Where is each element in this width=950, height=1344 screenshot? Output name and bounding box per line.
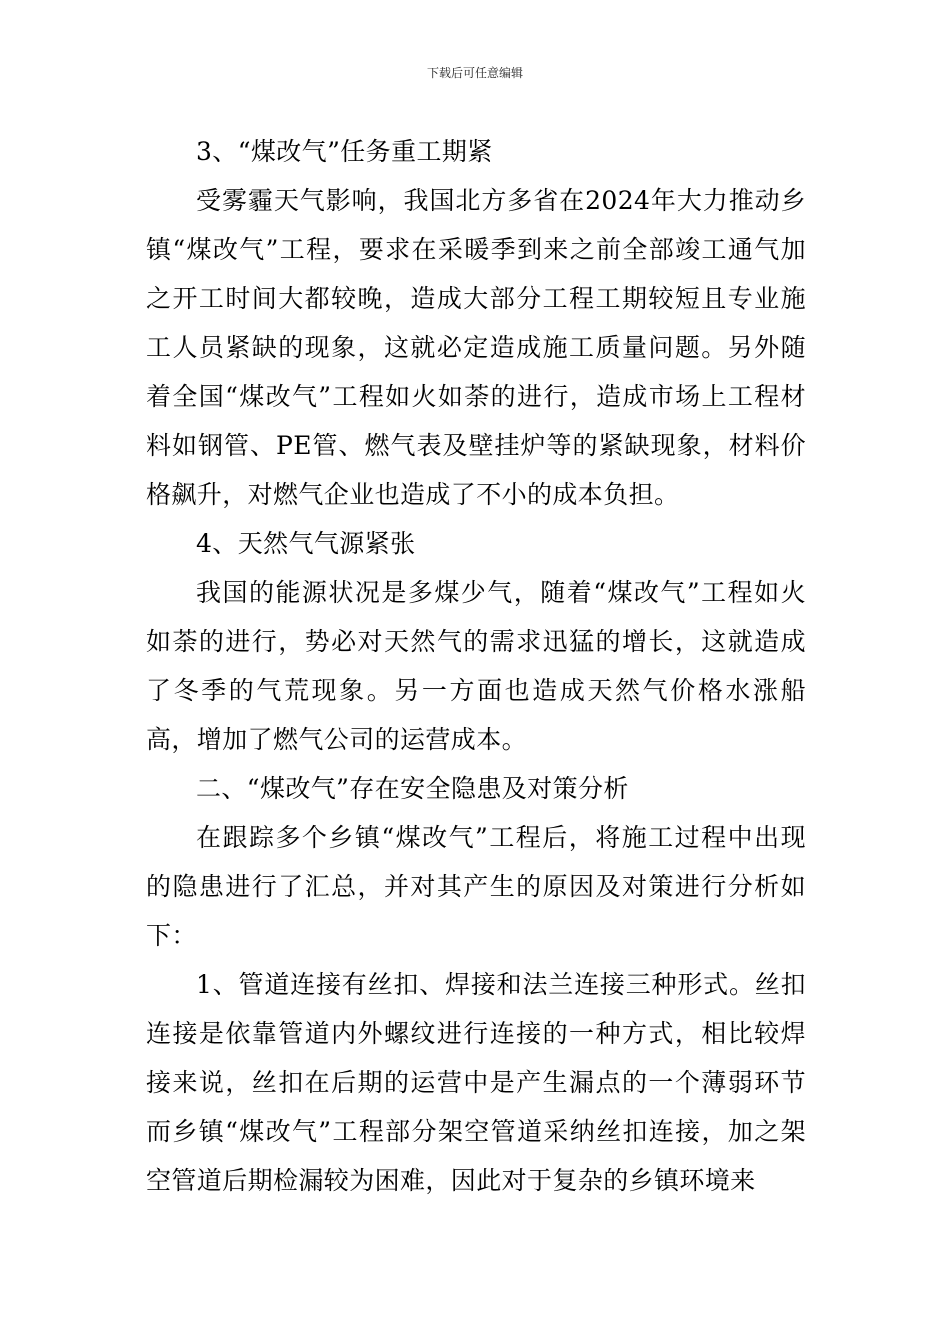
page-header: 下载后可任意编辑: [426, 66, 523, 80]
paragraph-safety-intro: 在跟踪多个乡镇“煤改气”工程后，将施工过程中出现的隐患进行了汇总，并对其产生的原因及对策进行分析如下：: [146, 823, 806, 950]
paragraph-gas-supply-details: 我国的能源状况是多煤少气，随着“煤改气”工程如火如荼的进行，势必对天然气的需求迅猛的增长，这就造成了冬季的气荒现象。另一方面也造成天然气价格水涨船高，增加了燃气公司的运营成本。: [146, 578, 806, 754]
paragraph-pipe-connection: 1、管道连接有丝扣、焊接和法兰连接三种形式。丝扣连接是依靠管道内外螺纹进行连接的一种方式，相比较焊接来说，丝扣在后期的运营中是产生漏点的一个薄弱环节而乡镇“煤改气”工程部分架空管道采纳丝扣连接，加之架空管道后期检漏较为困难，因此对于复杂的乡镇环境来: [146, 970, 806, 1195]
subheading-gas-supply: 4、天然气气源紧张: [196, 529, 416, 558]
paragraph-schedule-details: 受雾霾天气影响，我国北方多省在2024年大力推动乡镇“煤改气”工程，要求在采暖季到来之前全部竣工通气加之开工时间大都较晚，造成大部分工程工期较短且专业施工人员紧缺的现象，这就必定造成施工质量问题。另外随着全国“煤改气”工程如火如荼的进行，造成市场上工程材料如钢管、PE管、燃气表及壁挂炉等的紧缺现象，材料价格飙升，对燃气企业也造成了不小的成本负担。: [146, 186, 806, 509]
section-heading-safety: 二、“煤改气”存在安全隐患及对策分析: [196, 774, 629, 803]
document-body: [146, 127, 806, 1205]
subheading-coal-to-gas-schedule: 3、“煤改气”任务重工期紧: [196, 137, 493, 166]
